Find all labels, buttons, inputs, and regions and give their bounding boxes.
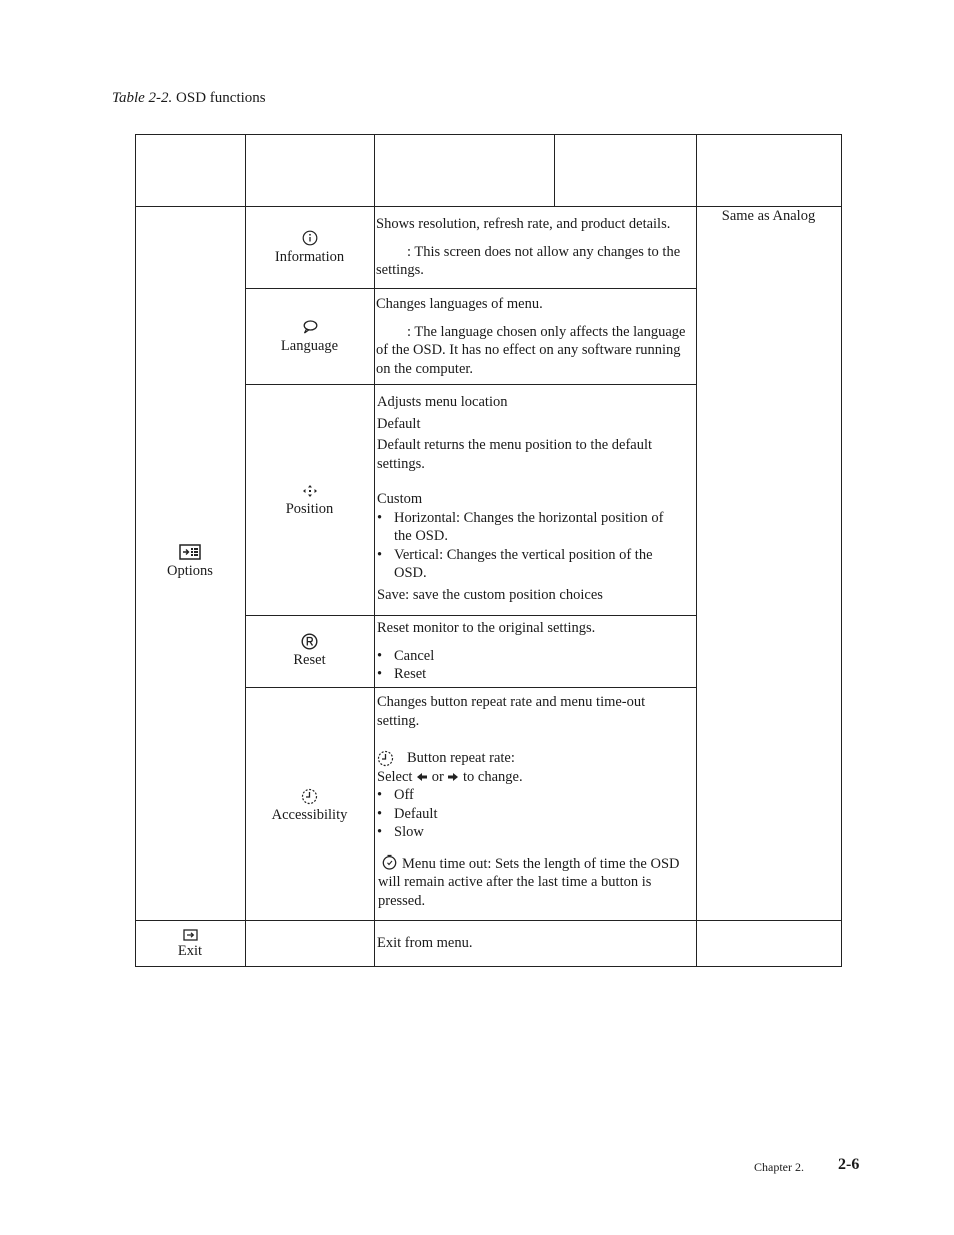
position-bullet-horizontal bbox=[377, 509, 695, 546]
reset-bullet-cancel bbox=[377, 647, 695, 666]
table-caption bbox=[112, 90, 266, 107]
exit-cell bbox=[135, 929, 245, 961]
table-caption-title: OSD functions bbox=[176, 90, 266, 106]
timer-icon bbox=[377, 750, 394, 767]
accessibility-timeout bbox=[377, 854, 696, 911]
information-label: Information bbox=[274, 249, 345, 265]
accessibility-cell bbox=[245, 788, 374, 825]
same-as-analog: Same as Analog bbox=[721, 208, 816, 224]
position-line-default-desc: Default returns the menu position to the default settings. bbox=[377, 437, 653, 472]
accessibility-bullet-off-text: Off bbox=[394, 787, 414, 803]
position-line-save: Save: save the custom position choices bbox=[377, 586, 603, 603]
options-cell bbox=[135, 544, 245, 581]
language-desc-text: Changes languages of menu. bbox=[376, 296, 543, 312]
position-cell bbox=[245, 484, 374, 519]
row-divider-info bbox=[245, 288, 696, 289]
accessibility-select-post: to change. bbox=[463, 768, 523, 785]
info-icon bbox=[302, 230, 318, 246]
accessibility-repeat-label: Button repeat rate: bbox=[407, 750, 515, 766]
bullet-dot: • bbox=[377, 546, 383, 563]
bullet-dot: • bbox=[377, 787, 383, 803]
bullet-dot: • bbox=[377, 647, 383, 664]
reset-label: Reset bbox=[293, 652, 326, 668]
timer-icon bbox=[301, 788, 318, 805]
information-desc-text: Shows resolution, refresh rate, and product details. bbox=[376, 216, 671, 232]
bullet-dot: • bbox=[377, 666, 383, 682]
table-border-bottom bbox=[135, 966, 842, 967]
language-description bbox=[376, 295, 696, 378]
position-bullet-vertical-text: Vertical: Changes the vertical position of the OSD. bbox=[394, 546, 653, 581]
accessibility-description bbox=[377, 693, 697, 910]
accessibility-bullet-default bbox=[377, 805, 697, 824]
bullet-dot: • bbox=[377, 805, 383, 822]
position-label: Position bbox=[285, 501, 334, 517]
table-border-right bbox=[841, 134, 842, 967]
bullet-dot: • bbox=[377, 509, 383, 526]
position-description bbox=[377, 393, 695, 604]
exit-description: Exit from menu. bbox=[377, 935, 473, 951]
right-arrow-icon bbox=[447, 772, 459, 782]
column-divider-2 bbox=[374, 134, 375, 967]
reset-bullet-reset bbox=[377, 665, 695, 684]
accessibility-bullet-slow-text: Slow bbox=[394, 824, 424, 840]
reset-desc-text: Reset monitor to the original settings. bbox=[377, 620, 596, 636]
accessibility-select-line bbox=[377, 768, 697, 787]
accessibility-timeout-text: Menu time out: Sets the length of time the OSD will remain active after the last time a button is pressed. bbox=[378, 855, 680, 909]
options-menu-icon bbox=[179, 544, 201, 560]
clock-icon bbox=[381, 854, 398, 870]
speech-bubble-icon bbox=[302, 319, 318, 335]
accessibility-repeat-line bbox=[377, 749, 697, 768]
accessibility-bullet-default-text: Default bbox=[394, 805, 438, 822]
bullet-dot: • bbox=[377, 824, 383, 840]
left-arrow-icon bbox=[416, 772, 428, 782]
position-bullet-vertical bbox=[377, 546, 695, 583]
table-caption-number: Table 2-2. bbox=[112, 90, 173, 106]
position-line-custom: Custom bbox=[377, 491, 423, 507]
reset-circle-icon bbox=[301, 633, 318, 650]
column-divider-header bbox=[554, 134, 555, 206]
position-line-adjusts: Adjusts menu location bbox=[377, 394, 508, 410]
osd-functions-table bbox=[135, 134, 842, 967]
reset-bullet-cancel-text: Cancel bbox=[394, 647, 435, 664]
exit-label: Exit bbox=[177, 943, 203, 959]
accessibility-bullet-off bbox=[377, 786, 697, 805]
accessibility-select-mid: or bbox=[431, 768, 444, 785]
move-icon bbox=[302, 484, 318, 498]
row-divider-position bbox=[245, 615, 696, 616]
accessibility-label: Accessibility bbox=[271, 807, 348, 823]
row-divider-reset bbox=[245, 687, 696, 688]
language-label: Language bbox=[280, 338, 339, 354]
language-cell bbox=[245, 319, 374, 356]
position-line-default: Default bbox=[377, 415, 421, 432]
information-cell bbox=[245, 230, 374, 267]
position-bullet-horizontal-text: Horizontal: Changes the horizontal position of the OSD. bbox=[394, 509, 664, 544]
information-description bbox=[376, 215, 696, 280]
language-note: : The language chosen only affects the language of the OSD. It has no effect on any software running on the computer. bbox=[376, 323, 686, 377]
reset-cell bbox=[245, 633, 374, 670]
footer-page-number: 2-6 bbox=[838, 1156, 860, 1173]
accessibility-desc-text: Changes button repeat rate and menu time-out setting. bbox=[377, 694, 646, 729]
options-label: Options bbox=[167, 563, 213, 579]
accessibility-select-pre: Select bbox=[377, 768, 413, 785]
information-note: : This screen does not allow any changes to the settings. bbox=[376, 243, 681, 278]
footer-chapter: Chapter 2. bbox=[754, 1160, 804, 1174]
reset-description bbox=[377, 619, 695, 684]
exit-icon bbox=[183, 929, 198, 941]
reset-bullet-reset-text: Reset bbox=[394, 666, 427, 682]
accessibility-bullet-slow bbox=[377, 823, 697, 842]
row-divider-accessibility bbox=[135, 920, 842, 921]
table-border-top bbox=[135, 134, 842, 135]
row-divider-language bbox=[245, 384, 696, 385]
